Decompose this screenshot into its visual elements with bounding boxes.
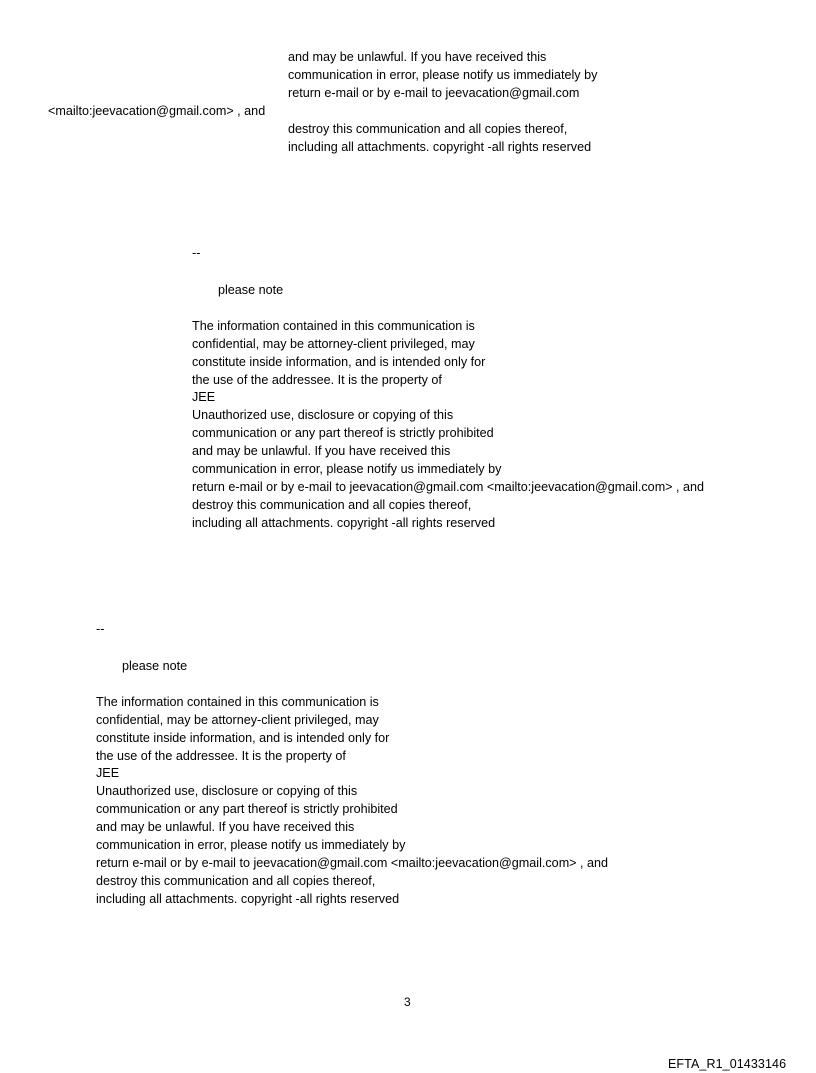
block2-line: including all attachments. copyright -all rights reserved xyxy=(192,516,496,530)
block2-please-note: please note xyxy=(218,283,284,297)
top-line-2: communication in error, please notify us immediately by xyxy=(288,68,598,82)
block3-please-note: please note xyxy=(122,659,188,673)
top-line-3: return e-mail or by e-mail to jeevacation@gmail.com xyxy=(288,86,580,100)
top-line-1: and may be unlawful. If you have received this xyxy=(288,50,547,64)
block2-line: JEE xyxy=(192,390,216,404)
block3-separator: -- xyxy=(96,622,105,636)
block2-line: destroy this communication and all copies thereof, xyxy=(192,498,472,512)
page-number: 3 xyxy=(404,995,411,1009)
block2-line: constitute inside information, and is intended only for xyxy=(192,355,486,369)
block2-line: Unauthorized use, disclosure or copying of this xyxy=(192,408,454,422)
block3-line: communication or any part thereof is strictly prohibited xyxy=(96,802,398,816)
block2-line: communication in error, please notify us immediately by xyxy=(192,462,502,476)
block3-line: the use of the addressee. It is the property of xyxy=(96,749,346,763)
bates-number: EFTA_R1_01433146 xyxy=(668,1057,787,1071)
block2-line: the use of the addressee. It is the property of xyxy=(192,373,442,387)
block2-line: and may be unlawful. If you have received this xyxy=(192,444,451,458)
block2-line: return e-mail or by e-mail to jeevacation@gmail.com <mailto:jeevacation@gmail.com> , and xyxy=(192,480,705,494)
block3-line: communication in error, please notify us immediately by xyxy=(96,838,406,852)
top-mailto-line: <mailto:jeevacation@gmail.com> , and xyxy=(48,104,266,118)
top-line-5: including all attachments. copyright -all rights reserved xyxy=(288,140,592,154)
block3-line: return e-mail or by e-mail to jeevacation@gmail.com <mailto:jeevacation@gmail.com> , and xyxy=(96,856,609,870)
block2-line: The information contained in this communication is xyxy=(192,319,475,333)
block3-line: confidential, may be attorney-client privileged, may xyxy=(96,713,379,727)
block3-line: constitute inside information, and is intended only for xyxy=(96,731,390,745)
block2-line: communication or any part thereof is strictly prohibited xyxy=(192,426,494,440)
block2-line: confidential, may be attorney-client privileged, may xyxy=(192,337,475,351)
block3-line: The information contained in this communication is xyxy=(96,695,379,709)
block3-line: Unauthorized use, disclosure or copying of this xyxy=(96,784,358,798)
block3-line: destroy this communication and all copies thereof, xyxy=(96,874,376,888)
block3-line: JEE xyxy=(96,766,120,780)
block3-line: and may be unlawful. If you have received this xyxy=(96,820,355,834)
top-line-4: destroy this communication and all copies thereof, xyxy=(288,122,568,136)
block2-separator: -- xyxy=(192,246,201,260)
block3-line: including all attachments. copyright -all rights reserved xyxy=(96,892,400,906)
